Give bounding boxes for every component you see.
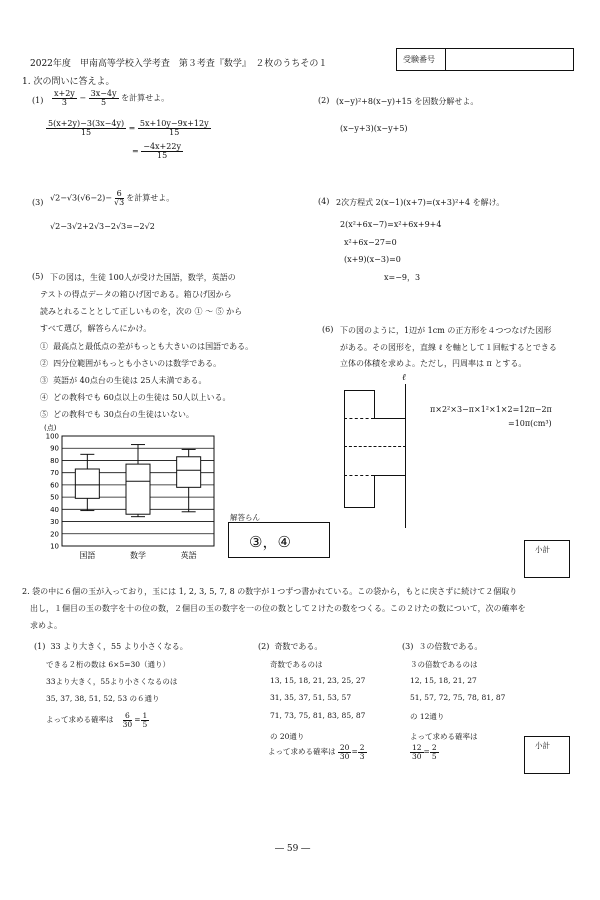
q1-frac-a-den: 3 (61, 98, 67, 107)
q6-prompt-1: 下の図のように，1辺が 1cm の正方形を４つつなげた図形 (340, 326, 552, 335)
q1-number: (1) (32, 96, 44, 105)
q5-number: (5) (32, 272, 44, 281)
s2q1-line2: 33より大きく，55より小さくなるのは (46, 677, 178, 686)
q1-prompt: $\frac{x+2y}{3}$ − $\frac{3x-4y}{5}$ を計算せよ。 (54, 89, 170, 107)
x-category-label: 数学 (130, 551, 146, 560)
y-tick-label: 40 (50, 505, 59, 514)
s2q3-line5: よって求める確率は (410, 732, 478, 741)
q6-work-1: π×2²×3−π×1²×1×2=12π−2π (430, 405, 552, 414)
q4-number: (4) (318, 197, 330, 206)
q2-answer: (x−y+3)(x−y+5) (340, 124, 408, 133)
s2q3-result: $\frac{12}{30}$ = $\frac{2}{5}$ (412, 743, 437, 761)
q1-frac-b-den: 5 (101, 98, 107, 107)
q5-option-1: ① 最高点と最低点の差がもっとも大きいのは国語である。 (40, 342, 254, 351)
q4-line2: x²+6x−27=0 (344, 238, 397, 247)
s2q1-line3: 35, 37, 38, 51, 52, 53 の６通り (46, 694, 160, 703)
s2q2-line5: の 20通り (270, 732, 305, 741)
s2q3-prompt: (3) ３の倍数である。 (402, 642, 483, 651)
subtotal-label-1: 小計 (535, 545, 550, 554)
exam-number-label: 受験番号 (403, 55, 435, 64)
exam-number-box (396, 48, 574, 71)
s2q1-result: よって求める確率は $\frac{6}{30}$ = $\frac{1}{5}$ (46, 711, 148, 729)
s2q3-line1: ３の倍数であるのは (410, 660, 478, 669)
s2q3-line3: 51, 57, 72, 75, 78, 81, 87 (410, 693, 506, 702)
x-category-label: 国語 (79, 551, 96, 560)
s2q1-line1: できる２桁の数は 6×5=30（通り） (46, 660, 171, 669)
s2q3-line2: 12, 15, 18, 21, 27 (410, 676, 477, 685)
q1-work-line1: $\frac{5(x+2y)-3(3x-4y)}{15}$ = $\frac{5x+10y-9x+12y}{15}$ (48, 119, 209, 137)
x-category-label: 英語 (180, 551, 197, 560)
answer-text: ③，④ (249, 533, 291, 551)
q5-prompt-4: すべて選び，解答らんにかけ。 (40, 324, 152, 333)
q1-work-line2: = $\frac{-4x+22y}{15}$ (132, 142, 181, 160)
section2-heading-2: 出し，１個目の玉の数字を十の位の数，２個目の玉の数字を一の位の数として２けたの数をつくる。この２けたの数について，次の確率を (30, 604, 526, 613)
q3-number: (3) (32, 198, 44, 207)
q1-frac-a-num: x+2y (54, 89, 75, 98)
subtotal-label-2: 小計 (535, 741, 550, 750)
rotation-axis-line (405, 384, 406, 528)
q4-prompt: 2次方程式 2(x−1)(x+7)=(x+3)²+4 を解け。 (336, 198, 505, 207)
section2-heading-3: 求めよ。 (30, 621, 62, 630)
q6-prompt-3: 立体の体積を求めよ。ただし，円周率は π とする。 (340, 359, 527, 368)
page-number: ― 59 ― (275, 844, 311, 854)
q1-prompt-tail: を計算せよ。 (121, 93, 170, 103)
y-tick-label: 100 (45, 432, 59, 441)
q5-option-2: ② 四分位範囲がもっとも小さいのは数学である。 (40, 359, 222, 368)
y-tick-label: 30 (50, 518, 59, 527)
s2q3-line4: の 12通り (410, 712, 445, 721)
s2q1-prompt: (1) 33 より大きく，55 より小さくなる。 (34, 642, 188, 651)
s2q2-line3: 31, 35, 37, 51, 53, 57 (270, 693, 352, 702)
q5-option-5: ⑤ どの教科でも 30点台の生徒はいない。 (40, 410, 194, 419)
axis-label: ℓ (402, 373, 406, 383)
s2q2-line1: 奇数であるのは (270, 660, 323, 669)
answer-box[interactable] (228, 522, 330, 558)
q4-line4: x=−9，3 (384, 273, 421, 282)
y-tick-label: 60 (50, 481, 59, 490)
q5-prompt-3: 読みとれることとして正しいものを，次の ① ～ ⑤ から (40, 307, 243, 316)
q4-line3: (x+9)(x−3)=0 (344, 255, 401, 264)
answer-box-label: 解答らん (230, 513, 260, 522)
q5-option-3: ③ 英語が 40点台の生徒は 25人未満である。 (40, 376, 207, 385)
box (75, 469, 99, 498)
s2q2-result: よって求める確率は $\frac{20}{30}$ = $\frac{2}{3}$ (268, 743, 365, 761)
box (177, 457, 201, 488)
q3-prompt: √2−√3(√6−2)− $\frac{6}{√3}$ を計算せよ。 (50, 189, 175, 207)
q5-option-4: ④ どの教科でも 60点以上の生徒は 50人以上いる。 (40, 393, 231, 402)
chart-unit-label: (点) (44, 424, 57, 432)
q1-frac-b-num: 3x−4y (90, 89, 117, 98)
q5-prompt-2: テストの得点データの箱ひげ図である。箱ひげ図から (40, 290, 232, 299)
q2-prompt: (x−y)²+8(x−y)+15 を因数分解せよ。 (336, 97, 479, 106)
box (126, 464, 150, 514)
q6-prompt-2: がある。その図形を，直線 ℓ を軸として１回転するとできる (340, 343, 557, 352)
section2-heading-1: 2. 袋の中に６個の玉が入っており，玉には 1, 2, 3, 5, 7, 8 の数字が１つずつ書かれている。この袋から，もとに戻さずに続けて２個取り (22, 587, 518, 596)
y-tick-label: 80 (50, 456, 59, 465)
subtotal-box-1[interactable] (524, 540, 570, 578)
y-tick-label: 90 (50, 444, 59, 453)
subtotal-box-2[interactable] (524, 736, 570, 774)
figure-edge (344, 390, 345, 508)
q4-line1: 2(x²+6x−7)=x²+6x+9+4 (340, 220, 442, 229)
s2q2-line2: 13, 15, 18, 21, 23, 25, 27 (270, 676, 366, 685)
q3-answer: √2−3√2+2√3−2√3=−2√2 (50, 222, 155, 231)
s2q2-prompt: (2) 奇数である。 (258, 642, 323, 651)
y-tick-label: 50 (50, 493, 59, 502)
y-tick-label: 20 (50, 530, 59, 539)
q6-number: (6) (322, 325, 334, 334)
page-title: 2022年度 甲南高等学校入学考査 第３考査『数学』 ２枚のうちその１ (30, 59, 328, 69)
section1-heading: 1. 次の問いに答えよ。 (22, 77, 115, 87)
q2-number: (2) (318, 96, 330, 105)
y-tick-label: 70 (50, 469, 59, 478)
q6-work-2: =10π(cm³) (508, 419, 552, 428)
s2q2-line4: 71, 73, 75, 81, 83, 85, 87 (270, 711, 366, 720)
boxplot-chart (28, 422, 228, 562)
q5-prompt-1: 下の図は，生徒 100人が受けた国語，数学，英語の (50, 273, 236, 282)
y-tick-label: 10 (50, 542, 59, 551)
